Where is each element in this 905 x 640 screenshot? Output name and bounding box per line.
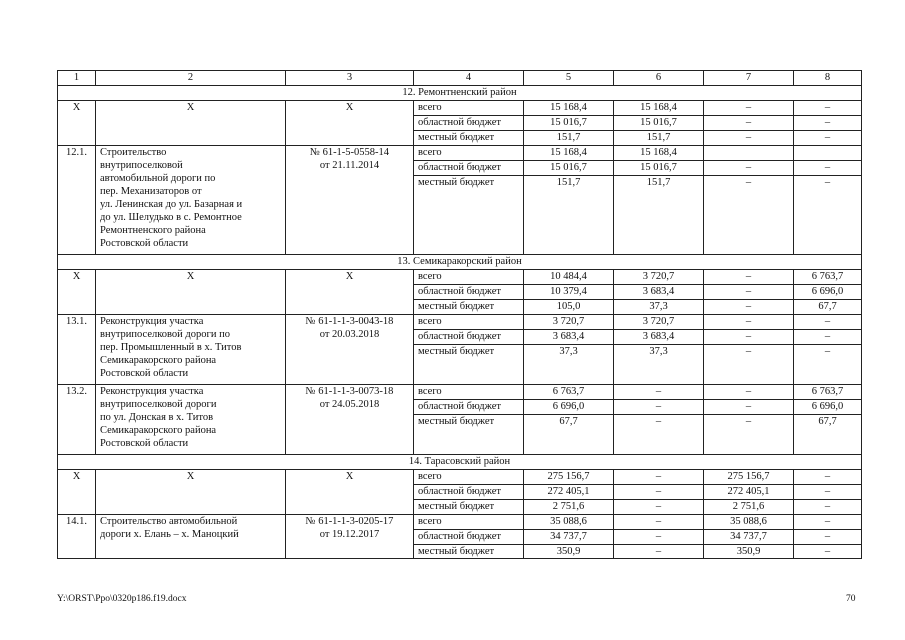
table-row bbox=[58, 470, 862, 485]
value-cell bbox=[794, 146, 862, 161]
budget-label: областной бюджет bbox=[414, 530, 524, 545]
budget-label: местный бюджет bbox=[414, 131, 524, 146]
x-mark: Х bbox=[96, 270, 286, 315]
x-mark: Х bbox=[58, 270, 96, 315]
value-cell: – bbox=[794, 315, 862, 330]
column-header: 5 bbox=[524, 71, 614, 86]
budget-label: всего bbox=[414, 270, 524, 285]
value-cell: 10 484,4 bbox=[524, 270, 614, 285]
table-row bbox=[58, 146, 862, 161]
budget-label: областной бюджет bbox=[414, 400, 524, 415]
section-title: 12. Ремонтненский район bbox=[58, 86, 862, 101]
value-cell: – bbox=[704, 345, 794, 385]
table-row bbox=[58, 101, 862, 116]
value-cell: 10 379,4 bbox=[524, 285, 614, 300]
item-number: 14.1. bbox=[58, 515, 96, 559]
value-cell: 35 088,6 bbox=[524, 515, 614, 530]
value-cell: – bbox=[794, 131, 862, 146]
expertise-doc: № 61-1-1-3-0205-17 от 19.12.2017 bbox=[286, 515, 414, 559]
value-cell: – bbox=[704, 101, 794, 116]
value-cell: 15 168,4 bbox=[524, 146, 614, 161]
item-name: Реконструкция участка внутрипоселковой дороги по ул. Донская в х. Титов Семикаракорского района Ростовской области bbox=[96, 385, 286, 455]
value-cell: 6 696,0 bbox=[524, 400, 614, 415]
item-name: Строительство автомобильной дороги х. Елань – х. Маноцкий bbox=[96, 515, 286, 559]
value-cell: – bbox=[614, 415, 704, 455]
budget-label: местный бюджет bbox=[414, 415, 524, 455]
value-cell: 6 696,0 bbox=[794, 285, 862, 300]
budget-table bbox=[57, 70, 862, 559]
budget-label: областной бюджет bbox=[414, 161, 524, 176]
value-cell: 275 156,7 bbox=[704, 470, 794, 485]
column-header: 8 bbox=[794, 71, 862, 86]
value-cell: – bbox=[794, 515, 862, 530]
value-cell: – bbox=[704, 176, 794, 255]
value-cell: – bbox=[794, 545, 862, 559]
value-cell: – bbox=[704, 131, 794, 146]
section-title: 14. Тарасовский район bbox=[58, 455, 862, 470]
value-cell: 3 720,7 bbox=[524, 315, 614, 330]
budget-label: областной бюджет bbox=[414, 330, 524, 345]
value-cell: 151,7 bbox=[524, 176, 614, 255]
value-cell: 37,3 bbox=[614, 345, 704, 385]
item-name: Строительство внутрипоселковой автомобильной дороги по пер. Механизаторов от ул. Ленинская до ул. Базарная и до ул. Шелудько в с. Ремонтное Ремонтненского района Ростовской области bbox=[96, 146, 286, 255]
value-cell: – bbox=[794, 470, 862, 485]
value-cell: 2 751,6 bbox=[704, 500, 794, 515]
value-cell: – bbox=[704, 161, 794, 176]
value-cell: 151,7 bbox=[614, 131, 704, 146]
budget-label: местный бюджет bbox=[414, 345, 524, 385]
expertise-doc: № 61-1-1-3-0073-18 от 24.05.2018 bbox=[286, 385, 414, 455]
table-row bbox=[58, 515, 862, 530]
value-cell: 6 763,7 bbox=[794, 385, 862, 400]
value-cell: 3 683,4 bbox=[614, 285, 704, 300]
value-cell: 6 763,7 bbox=[794, 270, 862, 285]
value-cell: – bbox=[614, 470, 704, 485]
value-cell: – bbox=[794, 161, 862, 176]
value-cell: – bbox=[794, 330, 862, 345]
value-cell: 105,0 bbox=[524, 300, 614, 315]
value-cell: 34 737,7 bbox=[704, 530, 794, 545]
value-cell: 15 016,7 bbox=[524, 161, 614, 176]
file-path: Y:\ORST\Ppo\0320p186.f19.docx bbox=[57, 594, 187, 604]
item-number: 12.1. bbox=[58, 146, 96, 255]
budget-label: местный бюджет bbox=[414, 176, 524, 255]
value-cell: 3 720,7 bbox=[614, 270, 704, 285]
value-cell: 151,7 bbox=[524, 131, 614, 146]
item-name: Реконструкция участка внутрипоселковой дороги по пер. Промышленный в х. Титов Семикаракорского района Ростовской области bbox=[96, 315, 286, 385]
value-cell: 3 720,7 bbox=[614, 315, 704, 330]
value-cell: – bbox=[704, 330, 794, 345]
value-cell: 350,9 bbox=[524, 545, 614, 559]
expertise-doc: № 61-1-1-3-0043-18 от 20.03.2018 bbox=[286, 315, 414, 385]
budget-label: областной бюджет bbox=[414, 485, 524, 500]
column-header: 6 bbox=[614, 71, 704, 86]
column-header: 2 bbox=[96, 71, 286, 86]
value-cell: – bbox=[794, 176, 862, 255]
value-cell: 15 016,7 bbox=[524, 116, 614, 131]
value-cell: 37,3 bbox=[524, 345, 614, 385]
header-row bbox=[58, 71, 862, 86]
value-cell: – bbox=[704, 415, 794, 455]
value-cell: 3 683,4 bbox=[524, 330, 614, 345]
value-cell: – bbox=[704, 116, 794, 131]
value-cell bbox=[704, 146, 794, 161]
value-cell: 275 156,7 bbox=[524, 470, 614, 485]
budget-label: всего bbox=[414, 146, 524, 161]
value-cell: 272 405,1 bbox=[524, 485, 614, 500]
item-number: 13.1. bbox=[58, 315, 96, 385]
value-cell: 15 016,7 bbox=[614, 116, 704, 131]
column-header: 1 bbox=[58, 71, 96, 86]
value-cell: – bbox=[614, 385, 704, 400]
x-mark: Х bbox=[58, 101, 96, 146]
value-cell: 34 737,7 bbox=[524, 530, 614, 545]
value-cell: – bbox=[794, 530, 862, 545]
budget-label: областной бюджет bbox=[414, 285, 524, 300]
value-cell: – bbox=[704, 385, 794, 400]
section-row bbox=[58, 455, 862, 470]
value-cell: – bbox=[704, 315, 794, 330]
section-row bbox=[58, 86, 862, 101]
value-cell: 67,7 bbox=[524, 415, 614, 455]
value-cell: 3 683,4 bbox=[614, 330, 704, 345]
value-cell: 15 168,4 bbox=[614, 101, 704, 116]
value-cell: 350,9 bbox=[704, 545, 794, 559]
value-cell: 67,7 bbox=[794, 415, 862, 455]
budget-label: областной бюджет bbox=[414, 116, 524, 131]
budget-label: всего bbox=[414, 101, 524, 116]
value-cell: – bbox=[794, 116, 862, 131]
value-cell: 272 405,1 bbox=[704, 485, 794, 500]
budget-label: всего bbox=[414, 515, 524, 530]
value-cell: – bbox=[794, 345, 862, 385]
budget-label: всего bbox=[414, 470, 524, 485]
budget-label: местный бюджет bbox=[414, 545, 524, 559]
column-header: 7 bbox=[704, 71, 794, 86]
table-row bbox=[58, 315, 862, 330]
budget-label: местный бюджет bbox=[414, 500, 524, 515]
x-mark: Х bbox=[286, 270, 414, 315]
value-cell: 2 751,6 bbox=[524, 500, 614, 515]
x-mark: Х bbox=[286, 101, 414, 146]
x-mark: Х bbox=[58, 470, 96, 515]
value-cell: 6 696,0 bbox=[794, 400, 862, 415]
value-cell: – bbox=[614, 530, 704, 545]
value-cell: – bbox=[704, 285, 794, 300]
value-cell: – bbox=[794, 500, 862, 515]
table-row bbox=[58, 270, 862, 285]
item-number: 13.2. bbox=[58, 385, 96, 455]
value-cell: – bbox=[704, 300, 794, 315]
value-cell: – bbox=[614, 400, 704, 415]
value-cell: – bbox=[704, 270, 794, 285]
value-cell: 151,7 bbox=[614, 176, 704, 255]
column-header: 3 bbox=[286, 71, 414, 86]
x-mark: Х bbox=[96, 101, 286, 146]
budget-label: всего bbox=[414, 315, 524, 330]
value-cell: 15 016,7 bbox=[614, 161, 704, 176]
table-row bbox=[58, 385, 862, 400]
value-cell: – bbox=[614, 515, 704, 530]
value-cell: 67,7 bbox=[794, 300, 862, 315]
page-number: 70 bbox=[846, 594, 856, 604]
expertise-doc: № 61-1-5-0558-14 от 21.11.2014 bbox=[286, 146, 414, 255]
value-cell: – bbox=[794, 101, 862, 116]
value-cell: 6 763,7 bbox=[524, 385, 614, 400]
section-title: 13. Семикаракорский район bbox=[58, 255, 862, 270]
value-cell: – bbox=[794, 485, 862, 500]
x-mark: Х bbox=[96, 470, 286, 515]
column-header: 4 bbox=[414, 71, 524, 86]
value-cell: 35 088,6 bbox=[704, 515, 794, 530]
budget-label: всего bbox=[414, 385, 524, 400]
value-cell: – bbox=[614, 500, 704, 515]
x-mark: Х bbox=[286, 470, 414, 515]
value-cell: 15 168,4 bbox=[524, 101, 614, 116]
value-cell: 15 168,4 bbox=[614, 146, 704, 161]
value-cell: – bbox=[614, 485, 704, 500]
value-cell: – bbox=[614, 545, 704, 559]
value-cell: – bbox=[704, 400, 794, 415]
budget-label: местный бюджет bbox=[414, 300, 524, 315]
section-row bbox=[58, 255, 862, 270]
value-cell: 37,3 bbox=[614, 300, 704, 315]
